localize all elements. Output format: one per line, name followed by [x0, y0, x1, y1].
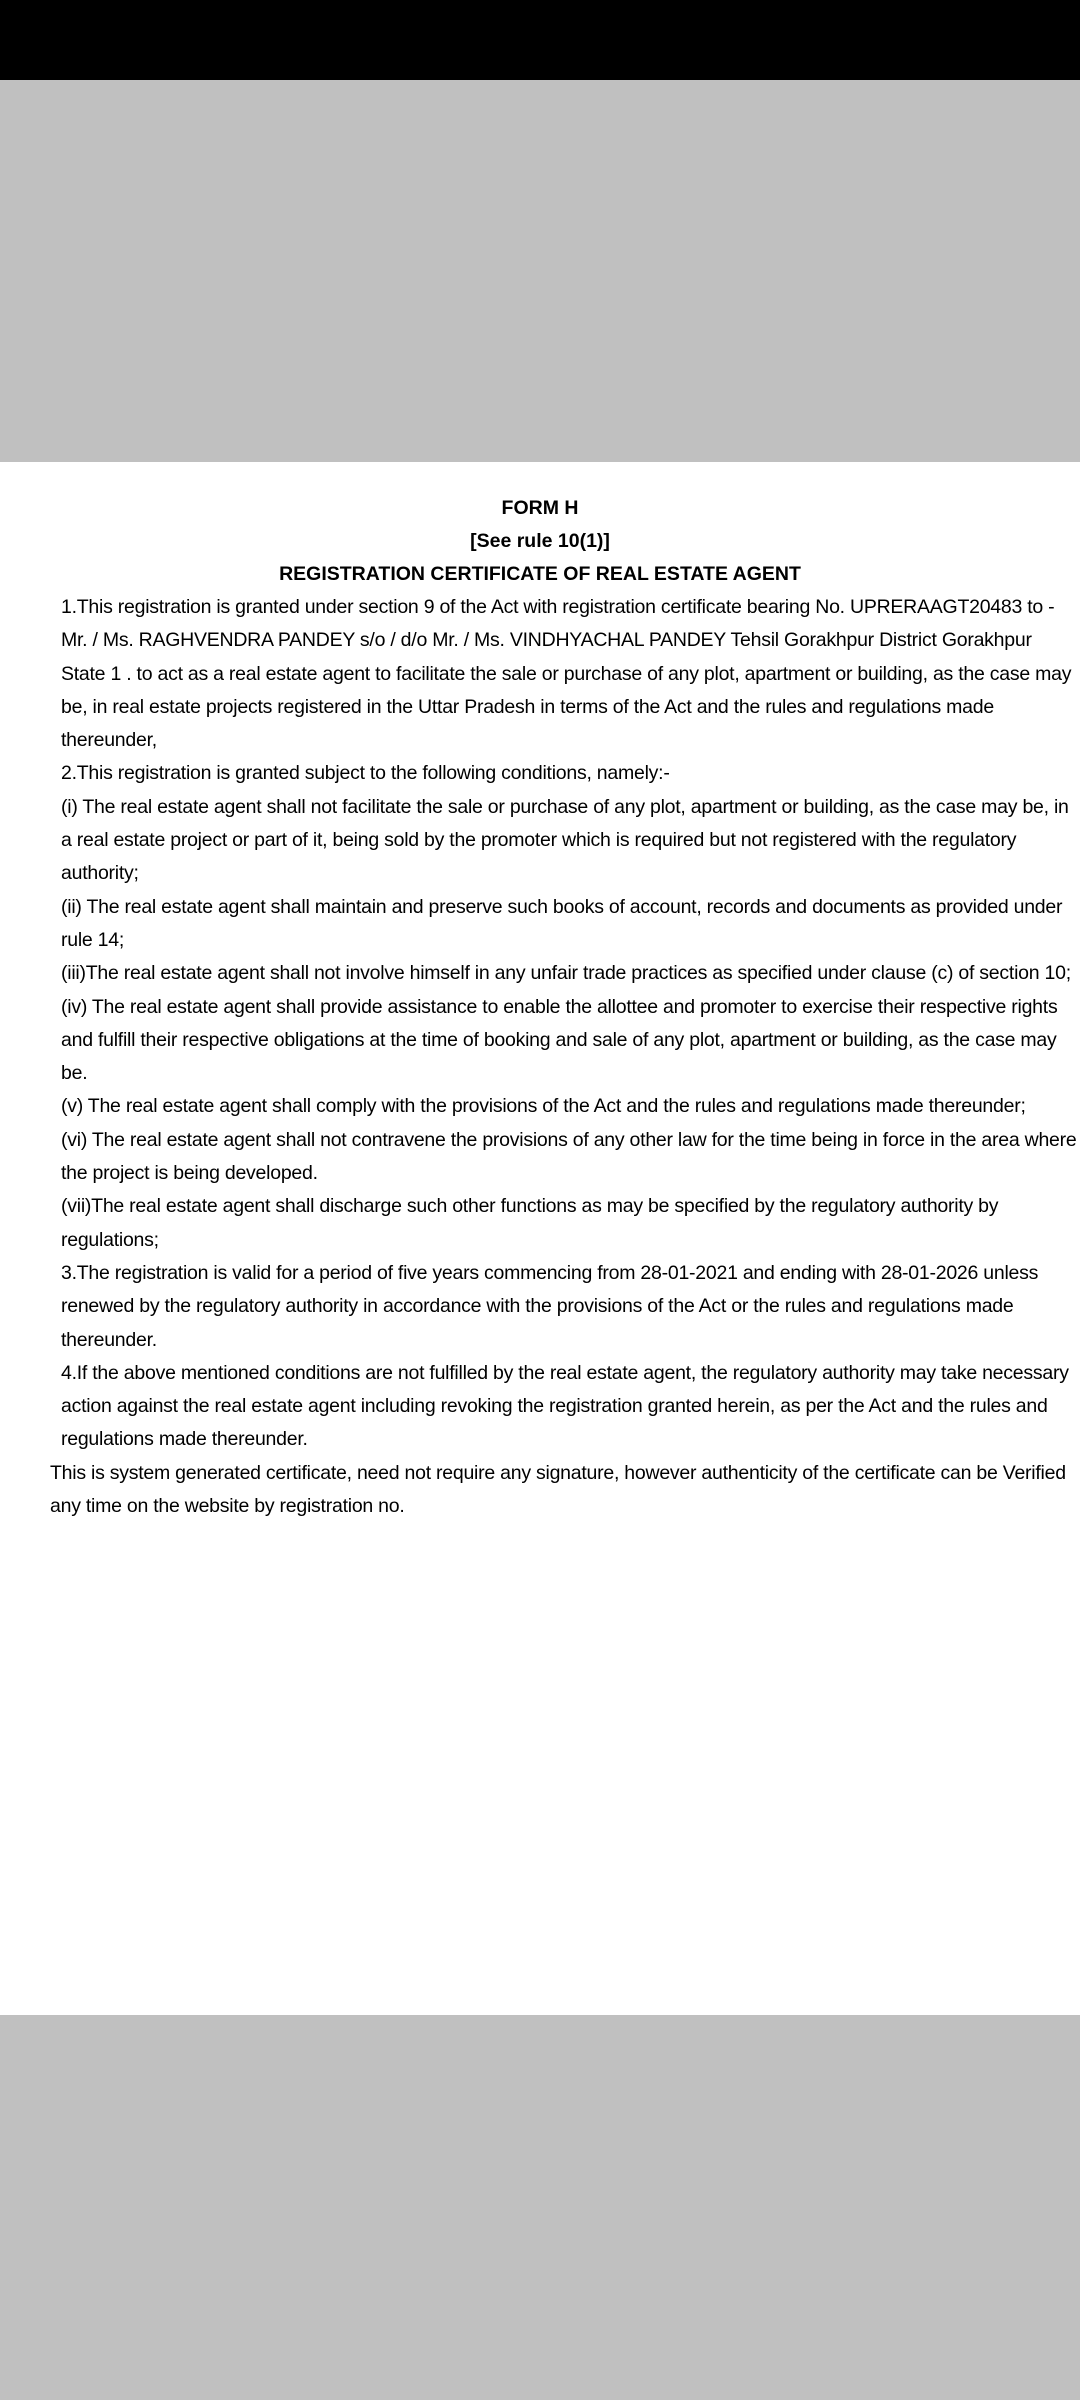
- paragraph-3: 3.The registration is valid for a period of five years commencing from 28-01-2021 and ending with 28-01-2026 unless renewed by the regulatory authority in accordance with the provisions of the Act or the rules and regulations made thereunder.: [61, 1261, 1039, 1351]
- condition-i: (i) The real estate agent shall not facilitate the sale or purchase of any plot, apartment or building, as the case may be, in a real estate project or part of it, being sold by the promoter which is required but not registered with the regulatory authority;: [61, 795, 1069, 885]
- certificate-title: REGISTRATION CERTIFICATE OF REAL ESTATE AGENT: [279, 563, 801, 585]
- condition-v: (v) The real estate agent shall comply with the provisions of the Act and the rules and regulations made thereunder;: [61, 1095, 1026, 1118]
- page-margin-bottom: [0, 2015, 1080, 2400]
- condition-iii: (iii)The real estate agent shall not involve himself in any unfair trade practices as specified under clause (c) of section 10;: [61, 962, 1071, 985]
- certificate-document: [0, 492, 1080, 1523]
- paragraph-4: 4.If the above mentioned conditions are not fulfilled by the real estate agent, the regulatory authority may take necessary action against the real estate agent including revoking the registration granted herein, as per the Act and the rules and regulations made thereunder.: [61, 1361, 1069, 1451]
- condition-vi: (vi) The real estate agent shall not contravene the provisions of any other law for the time being in force in the area where the project is being developed.: [61, 1128, 1077, 1185]
- status-bar: [0, 0, 1080, 80]
- page-margin-top: [0, 80, 1080, 462]
- system-generated-note: This is system generated certificate, need not require any signature, however authenticity of the certificate can be Verified any time on the website by registration no.: [50, 1461, 1066, 1518]
- condition-vii: (vii)The real estate agent shall discharge such other functions as may be specified by the regulatory authority by regulations;: [61, 1195, 999, 1251]
- paragraph-2: 2.This registration is granted subject to the following conditions, namely:-: [61, 762, 670, 785]
- condition-ii: (ii) The real estate agent shall maintain and preserve such books of account, records and documents as provided under rule 14;: [61, 895, 1063, 951]
- paragraph-1: 1.This registration is granted under section 9 of the Act with registration certificate bearing No. UPRERAAGT20483 to - Mr. / Ms. RAGHVENDRA PANDEY s/o / d/o Mr. / Ms. VINDHYACHAL PANDEY Tehsil Gorakhpur District Gorakhpur State 1 . to act as a real estate agent to facilitate the sale or purchase of any plot, apartment or building, as the case may be, in real estate projects registered in the Uttar Pradesh in terms of the Act and the rules and regulations made thereunder,: [61, 596, 1072, 752]
- rule-reference: [See rule 10(1)]: [470, 530, 610, 552]
- form-label: FORM H: [501, 497, 579, 519]
- condition-iv: (iv) The real estate agent shall provide assistance to enable the allottee and promoter to exercise their respective rights and fulfill their respective obligations at the time of booking and sale of any plot, apartment or building, as the case may be.: [61, 995, 1058, 1085]
